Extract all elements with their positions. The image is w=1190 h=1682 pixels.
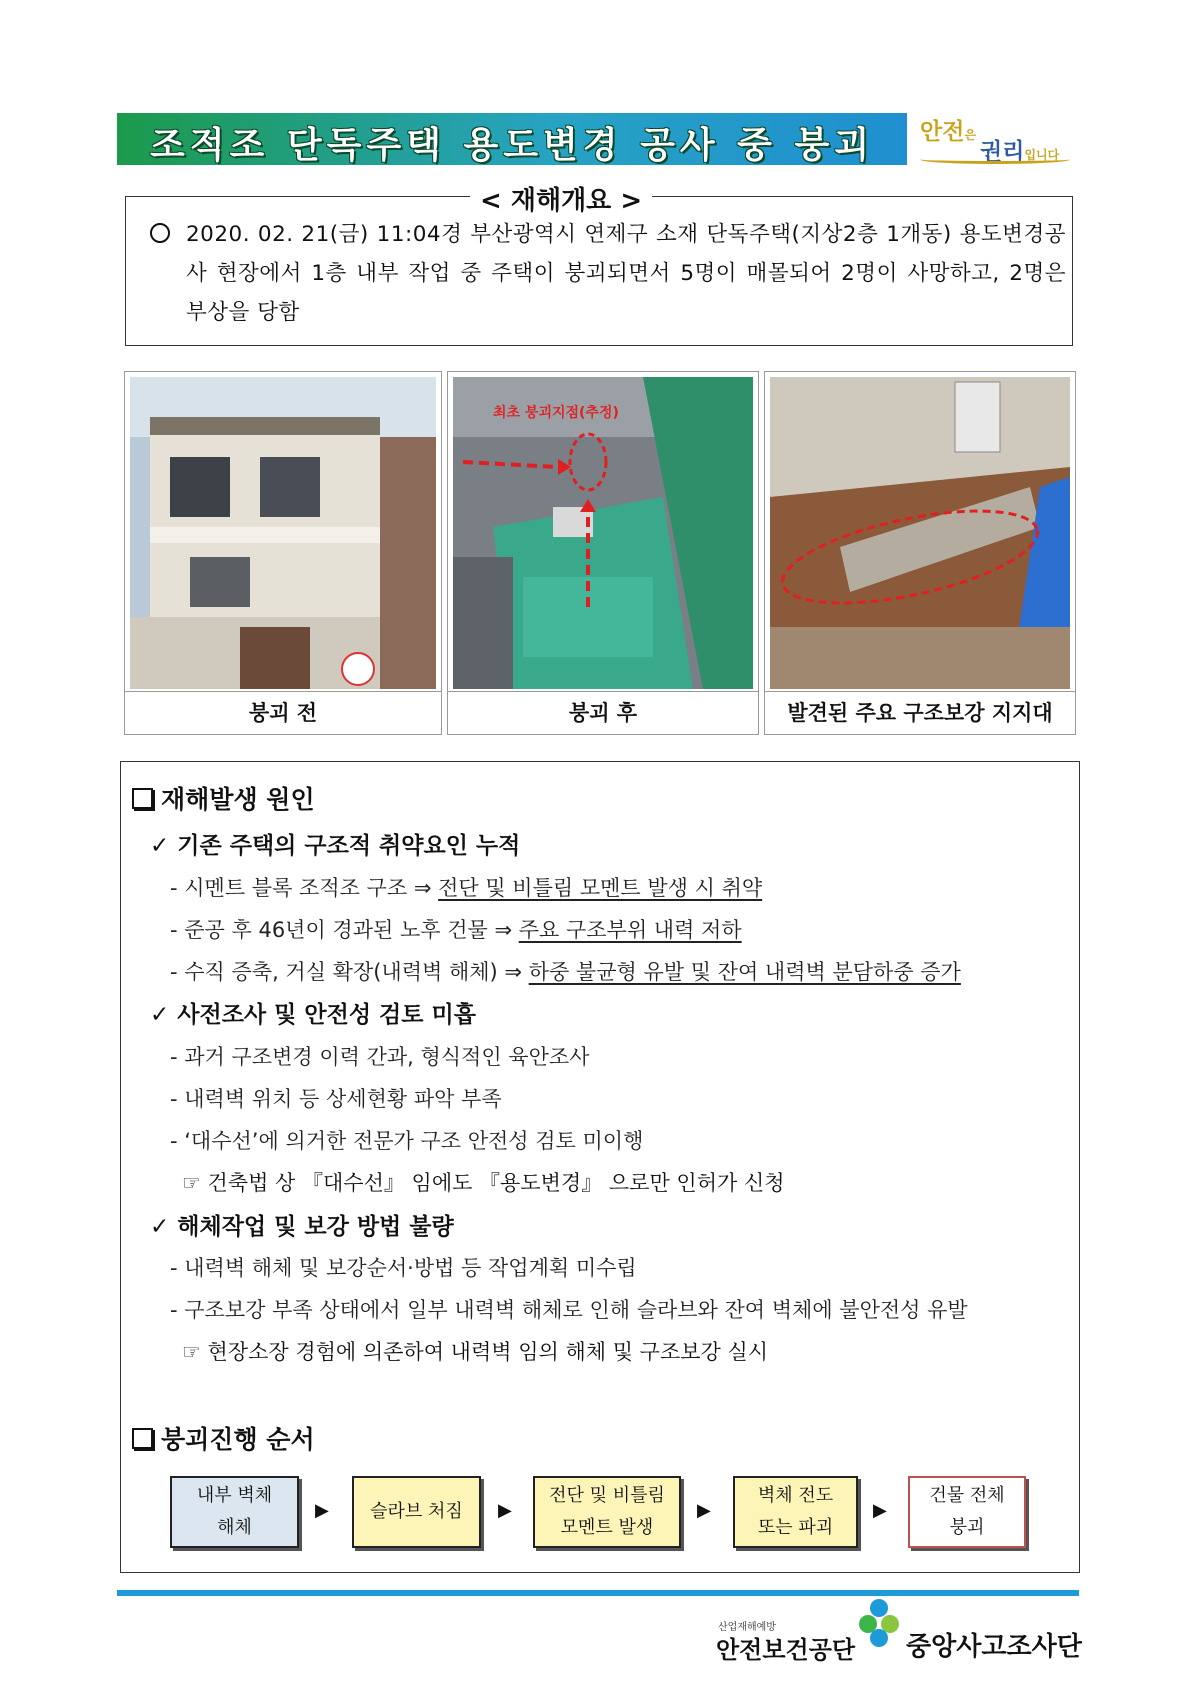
arrow-right-icon: ▶	[498, 1500, 512, 1521]
cause-item: - 구조보강 부족 상태에서 일부 내력벽 해체로 인해 슬라브와 잔여 벽체에 불안전성 유발	[170, 1298, 968, 1322]
photo-caption-after: 붕괴 후	[448, 691, 758, 734]
cause-note: ☞ 건축법 상 『대수선』 임에도 『용도변경』 으로만 인허가 신청	[182, 1171, 785, 1195]
cause-item: - ‘대수선’에 의거한 전문가 구조 안전성 검토 미이행	[170, 1129, 644, 1153]
photo-after	[447, 371, 759, 735]
org-name: 안전보건공단	[716, 1636, 856, 1664]
slogan-swoosh	[920, 155, 1070, 164]
title-banner	[117, 113, 907, 165]
photo-before	[124, 371, 442, 735]
sequence-title-text: 붕괴진행 순서	[161, 1425, 315, 1454]
slogan-logo	[920, 113, 1075, 165]
arrow-right-icon: ▶	[873, 1500, 887, 1521]
checkmark-icon: ✓	[150, 833, 178, 859]
footer-divider	[117, 1590, 1079, 1596]
slogan-word-1: 안전	[920, 119, 965, 145]
causes-title	[132, 780, 315, 816]
cause-item: - 준공 후 46년이 경과된 노후 건물 ⇒ 주요 구조부위 내력 저하	[170, 918, 742, 942]
cause-item: - 과거 구조변경 이력 간과, 형식적인 육안조사	[170, 1045, 590, 1069]
checkmark-icon: ✓	[150, 1214, 178, 1240]
cause-item: - 내력벽 해체 및 보강순서·방법 등 작업계획 미수립	[170, 1256, 637, 1280]
after-collapse-image	[453, 377, 753, 689]
slogan-suffix-2: 입니다	[1024, 148, 1060, 162]
slogan-suffix-1: 은	[964, 128, 977, 142]
checkmark-icon: ✓	[150, 1002, 178, 1028]
sequence-step: 벽체 전도 또는 파괴	[733, 1476, 858, 1548]
checkbox-square-icon	[132, 788, 153, 809]
org-subtitle: 산업재해예방	[718, 1622, 776, 1633]
cause-group-1-heading: ✓ 기존 주택의 구조적 취약요인 누적	[150, 833, 521, 859]
circle-bullet-icon	[150, 223, 170, 243]
cause-note: ☞ 현장소장 경험에 의존하여 내력벽 임의 해체 및 구조보강 실시	[182, 1340, 769, 1364]
sequence-step: 슬라브 처짐	[352, 1476, 481, 1548]
photo-support	[764, 371, 1076, 735]
cause-item: - 수직 증축, 거실 확장(내력벽 해체) ⇒ 하중 불균형 유발 및 잔여 내력벽 분담하중 증가	[170, 960, 961, 984]
cause-item: - 시멘트 블록 조적조 구조 ⇒ 전단 및 비틀림 모멘트 발생 시 취약	[170, 876, 763, 900]
causes-title-text: 재해발생 원인	[161, 785, 315, 814]
photo-caption-before: 붕괴 전	[125, 691, 441, 734]
sequence-step: 내부 벽체 해체	[170, 1476, 299, 1548]
cause-group-3-heading: ✓ 해체작업 및 보강 방법 불량	[150, 1214, 454, 1240]
slogan-word-2: 권리	[980, 139, 1025, 165]
cause-item: - 내력벽 위치 등 상세현황 파악 부족	[170, 1087, 502, 1111]
page-title: 조적조 단독주택 용도변경 공사 중 붕괴	[149, 125, 875, 166]
before-collapse-image	[130, 377, 436, 689]
arrow-right-icon: ▶	[697, 1500, 711, 1521]
overview-text: 2020. 02. 21(금) 11:04경 부산광역시 연제구 소재 단독주택(지상2층 1개동) 용도변경공사 현장에서 1층 내부 작업 중 주택이 붕괴되면서 5명이 매몰되어 2명이 사망하고, 2명은 부상을 당함	[186, 222, 1066, 325]
division-name: 중앙사고조사단	[906, 1632, 1082, 1662]
sequence-title	[132, 1420, 315, 1456]
cause-group-2-heading: ✓ 사전조사 및 안전성 검토 미흡	[150, 1002, 476, 1028]
checkbox-square-icon	[132, 1428, 153, 1449]
overview-heading: < 재해개요 >	[470, 180, 652, 217]
sequence-step: 건물 전체 붕괴	[908, 1476, 1026, 1548]
kosha-logo-icon	[858, 1596, 900, 1648]
collapse-point-label: 최초 붕괴지점(추정)	[493, 405, 619, 421]
arrow-right-icon: ▶	[315, 1500, 329, 1521]
sequence-step: 전단 및 비틀림 모멘트 발생	[533, 1476, 681, 1548]
photo-caption-support: 발견된 주요 구조보강 지지대	[765, 691, 1075, 734]
support-beam-image	[770, 377, 1070, 689]
